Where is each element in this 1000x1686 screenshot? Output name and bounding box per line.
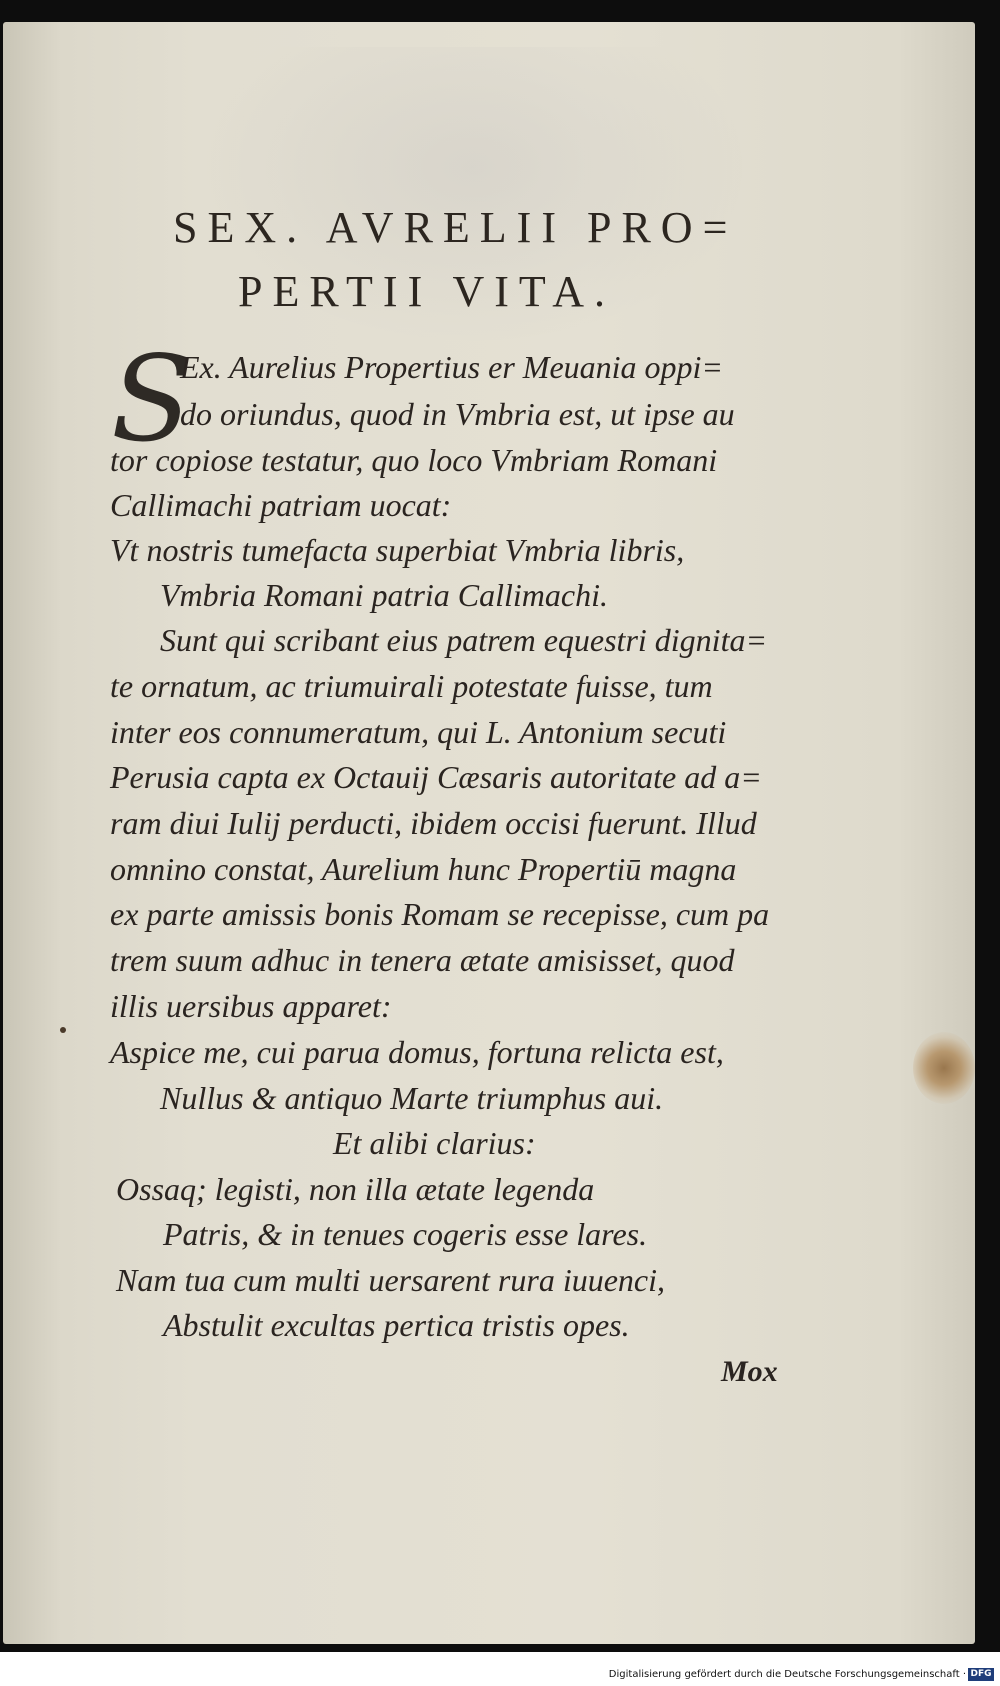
- text-line: Et alibi clarius:: [333, 1125, 536, 1161]
- text-line: trem suum adhuc in tenera ætate amisisset, quod: [110, 942, 735, 978]
- text-line: ex parte amissis bonis Romam se recepisse, cum pa: [110, 896, 770, 932]
- footer-credit: Digitalisierung gefördert durch die Deutsche Forschungsgemeinschaft ·: [608, 1669, 966, 1680]
- text-line: Sunt qui scribant eius patrem equestri dignita=: [160, 622, 768, 658]
- verse-line: Vmbria Romani patria Callimachi.: [160, 577, 608, 613]
- heading-line-2: PERTII VITA.: [238, 267, 615, 316]
- catchword: Mox: [721, 1355, 778, 1388]
- dfg-logo: DFG: [968, 1668, 994, 1681]
- book-page: [3, 22, 975, 1644]
- verse-line: Abstulit excultas pertica tristis opes.: [163, 1307, 630, 1343]
- text-line: omnino constat, Aurelium hunc Propertiū magna: [110, 851, 737, 887]
- verse-line: Ossaq; legisti, non illa ætate legenda: [116, 1171, 595, 1207]
- text-line: Ex. Aurelius Propertius er Meuania oppi=: [180, 349, 724, 385]
- verse-line: Nam tua cum multi uersarent rura iuuenci,: [116, 1262, 665, 1298]
- text-line: Callimachi patriam uocat:: [110, 487, 452, 523]
- text-line: te ornatum, ac triumuirali potestate fuisse, tum: [110, 668, 713, 704]
- text-line: tor copiose testatur, quo loco Vmbriam Romani: [110, 442, 718, 478]
- verse-line: Patris, & in tenues cogeris esse lares.: [163, 1216, 648, 1252]
- text-line: illis uersibus apparet:: [110, 988, 392, 1024]
- ink-speck: [60, 1027, 66, 1033]
- drop-capital: S: [111, 330, 192, 468]
- verse-line: Vt nostris tumefacta superbiat Vmbria libris,: [110, 532, 685, 568]
- heading-line-1: SEX. AVRELII PRO=: [173, 203, 738, 252]
- text-line: Perusia capta ex Octauij Cæsaris autoritate ad a=: [110, 759, 762, 795]
- verse-line: Nullus & antiquo Marte triumphus aui.: [160, 1080, 664, 1116]
- text-line: inter eos connumeratum, qui L. Antonium secuti: [110, 714, 727, 750]
- text-line: ram diui Iulij perducti, ibidem occisi fuerunt. Illud: [110, 805, 757, 841]
- text-line: do oriundus, quod in Vmbria est, ut ipse au: [180, 396, 735, 432]
- verse-line: Aspice me, cui parua domus, fortuna relicta est,: [110, 1034, 724, 1070]
